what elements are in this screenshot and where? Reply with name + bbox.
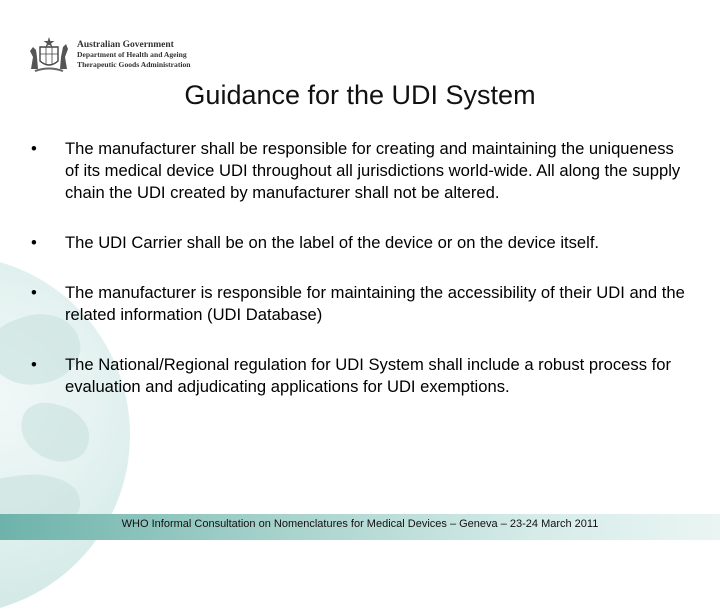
bullet-marker: • [31, 355, 37, 374]
slide-title: Guidance for the UDI System [184, 80, 536, 110]
logo-department-name: Department of Health and Ageing [77, 50, 187, 60]
coat-of-arms-icon [25, 35, 73, 75]
bullet-list [28, 138, 688, 426]
bullet-text: The manufacturer is responsible for maintaining the accessibility of their UDI and the related information (UDI Database) [65, 283, 685, 324]
logo-government-name: Australian Government [77, 39, 174, 50]
logo-agency-name: Therapeutic Goods Administration [77, 59, 191, 69]
bullet-item [28, 354, 688, 398]
bullet-marker: • [31, 233, 37, 252]
bullet-item [28, 138, 688, 204]
bullet-text: The UDI Carrier shall be on the label of the device or on the device itself. [65, 233, 600, 252]
bullet-text: The National/Regional regulation for UDI System shall include a robust process for evaluation and adjudicating applications for UDI exemptions. [65, 355, 671, 396]
footer-text: WHO Informal Consultation on Nomenclatures for Medical Devices – Geneva – 23-24 March 2011 [121, 518, 599, 530]
logo-text [77, 41, 191, 70]
bullet-marker: • [31, 139, 37, 158]
australian-government-logo [25, 34, 191, 76]
bullet-marker: • [31, 283, 37, 302]
bullet-text: The manufacturer shall be responsible for creating and maintaining the uniqueness of its medical device UDI throughout all jurisdictions world-wide. All along the supply chain the UDI created by manufacturer shall not be altered. [65, 139, 681, 202]
bullet-item [28, 282, 688, 326]
bullet-item [28, 232, 688, 254]
